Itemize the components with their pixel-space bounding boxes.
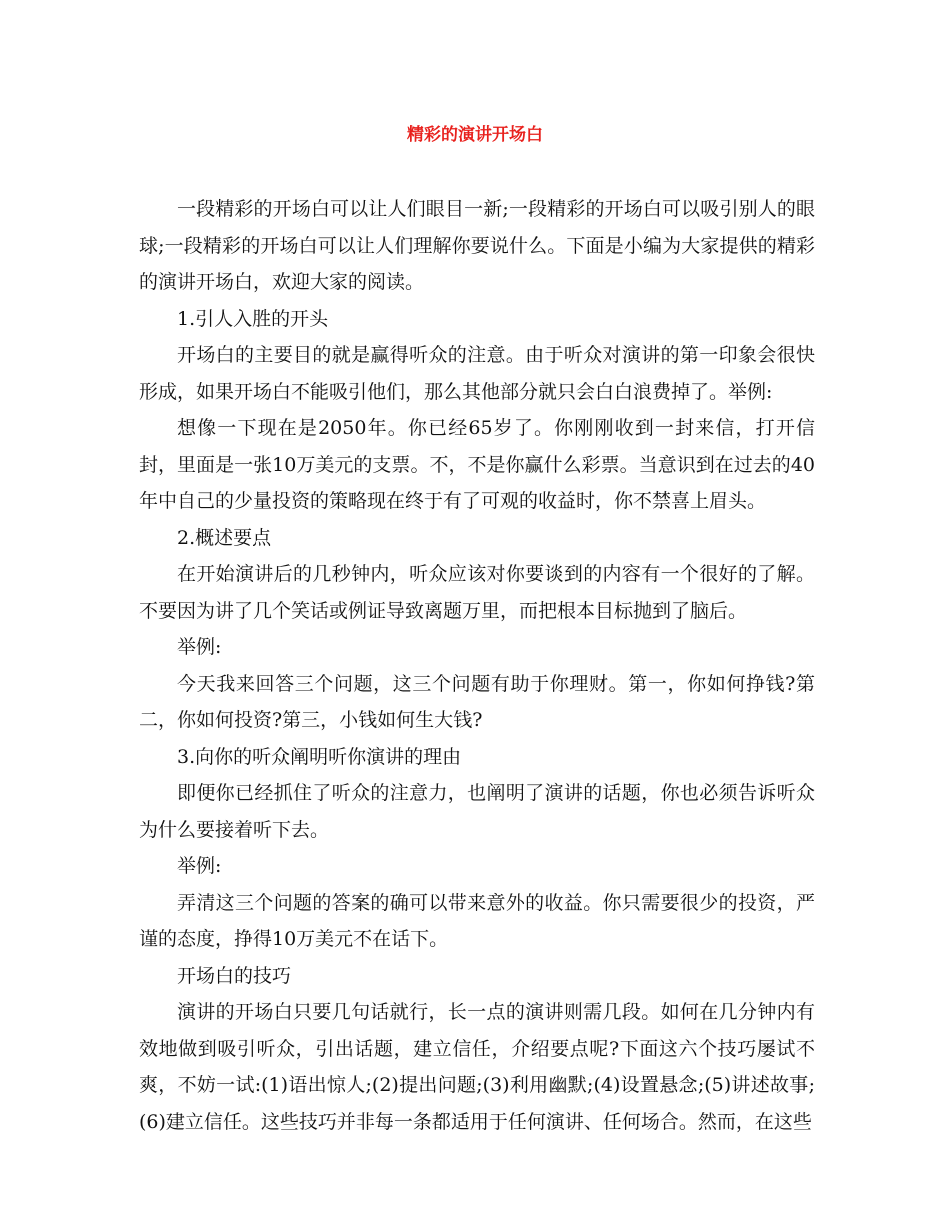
example-label: 举例: <box>177 636 222 658</box>
document-body <box>139 191 815 1140</box>
paragraph: 在开始演讲后的几秒钟内，听众应该对你要谈到的内容有一个很好的了解。不要因为讲了几个笑话或例证导致离题万里，而把根本目标抛到了脑后。 <box>139 563 815 622</box>
paragraph-example: 今天我来回答三个问题，这三个问题有助于你理财。第一，你如何挣钱?第二，你如何投资?第三，小钱如何生大钱? <box>139 672 815 731</box>
paragraph-example: 弄清这三个问题的答案的确可以带来意外的收益。你只需要很少的投资，严谨的态度，挣得10万美元不在话下。 <box>139 891 815 950</box>
paragraph: 开场白的主要目的就是赢得听众的注意。由于听众对演讲的第一印象会很快形成，如果开场白不能吸引他们，那么其他部分就只会白白浪费掉了。举例: <box>139 344 815 403</box>
document-title: 精彩的演讲开场白 <box>407 125 543 145</box>
example-label: 举例: <box>177 855 222 877</box>
section-heading-2: 2.概述要点 <box>177 526 272 549</box>
paragraph-intro: 一段精彩的开场白可以让人们眼目一新;一段精彩的开场白可以吸引别人的眼球;一段精彩的开场白可以让人们理解你要说什么。下面是小编为大家提供的精彩的演讲开场白，欢迎大家的阅读。 <box>139 198 815 293</box>
section-heading-1: 1.引人入胜的开头 <box>177 307 329 330</box>
section-heading-techniques: 开场白的技巧 <box>177 964 292 987</box>
paragraph-example: 想像一下现在是2050年。你已经65岁了。你刚刚收到一封来信，打开信封，里面是一张10万美元的支票。不，不是你赢什么彩票。当意识到在过去的40年中自己的少量投资的策略现在终于有了可观的收益时，你不禁喜上眉头。 <box>139 417 815 512</box>
section-heading-3: 3.向你的听众阐明听你演讲的理由 <box>177 745 462 768</box>
paragraph: 演讲的开场白只要几句话就行，长一点的演讲则需几段。如何在几分钟内有效地做到吸引听众，引出话题，建立信任，介绍要点呢?下面这六个技巧屡试不爽，不妨一试:(1)语出惊人;(2)提出问题;(3)利用幽默;(4)设置悬念;(5)讲述故事;(6)建立信任。这些技巧并非每一条都适用于任何演讲、任何场合。然而，在这些 <box>139 1001 815 1133</box>
paragraph: 即便你已经抓住了听众的注意力，也阐明了演讲的话题，你也必须告诉听众为什么要接着听下去。 <box>139 782 815 841</box>
